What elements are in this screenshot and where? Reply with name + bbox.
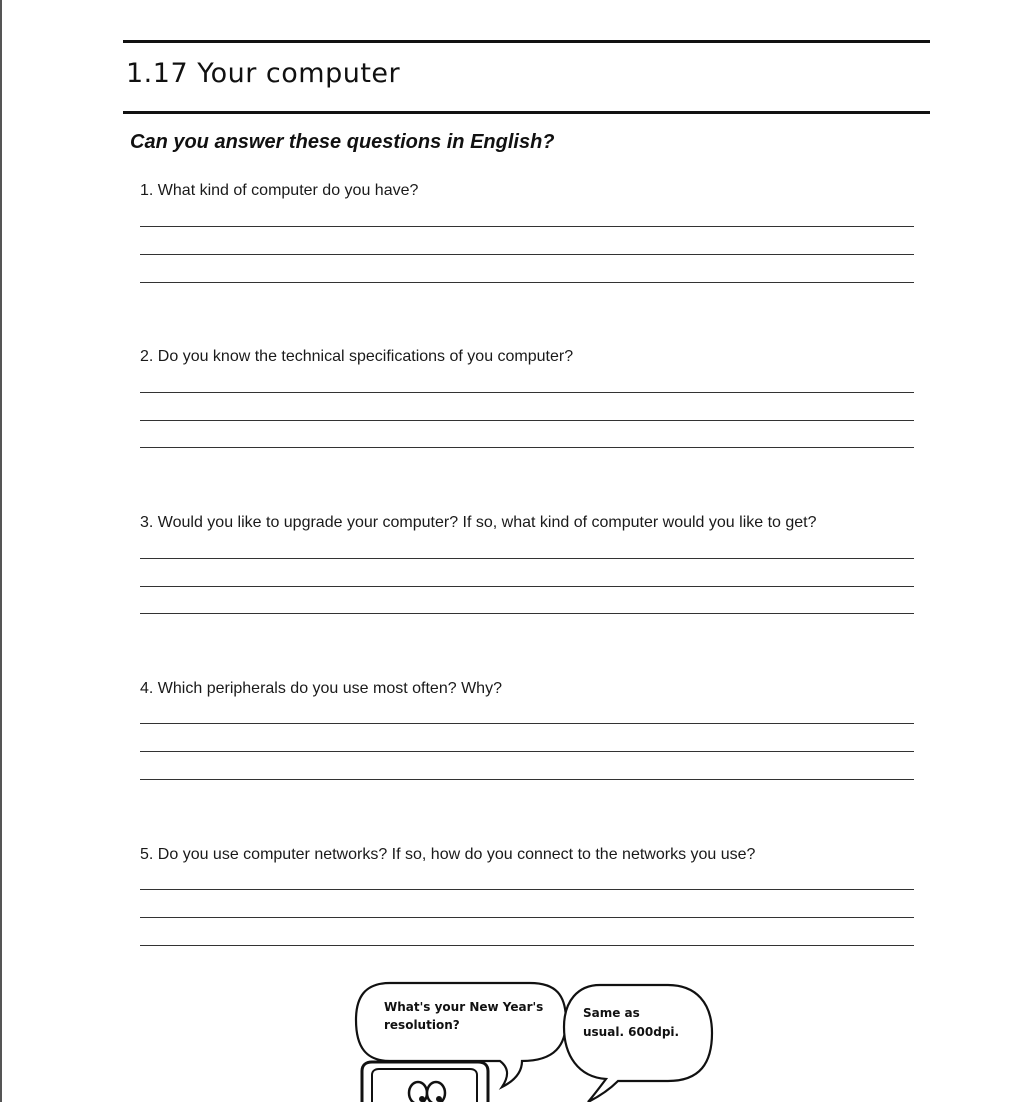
bubble-right-line-2: usual. 600dpi. xyxy=(583,1025,680,1039)
answer-line[interactable] xyxy=(140,613,914,614)
question-2: 2. Do you know the technical specifications of you computer? xyxy=(140,348,574,365)
question-1: 1. What kind of computer do you have? xyxy=(140,182,419,199)
answer-line[interactable] xyxy=(140,779,914,780)
question-4: 4. Which peripherals do you use most often? Why? xyxy=(140,680,502,697)
pupil-icon xyxy=(419,1096,425,1102)
answer-line[interactable] xyxy=(140,889,914,890)
bubble-left-line-2: resolution? xyxy=(384,1018,460,1032)
answer-line[interactable] xyxy=(140,282,914,283)
pupil-icon xyxy=(436,1096,442,1102)
answer-line[interactable] xyxy=(140,586,914,587)
title-rule-top xyxy=(123,40,930,43)
question-3: 3. Would you like to upgrade your computer? If so, what kind of computer would you like to get? xyxy=(140,514,817,531)
title-rule-bottom xyxy=(123,111,930,114)
speech-bubble-right xyxy=(564,985,712,1102)
bubble-left-line-1: What's your New Year's xyxy=(384,1000,544,1014)
page-left-edge xyxy=(0,0,2,1102)
answer-line[interactable] xyxy=(140,254,914,255)
page-title: 1.17 Your computer xyxy=(126,58,401,89)
answer-line[interactable] xyxy=(140,420,914,421)
answer-line[interactable] xyxy=(140,723,914,724)
question-5: 5. Do you use computer networks? If so, how do you connect to the networks you use? xyxy=(140,846,756,863)
instructions-heading: Can you answer these questions in English? xyxy=(130,131,555,153)
answer-line[interactable] xyxy=(140,447,914,448)
cartoon-illustration xyxy=(350,975,720,1102)
answer-line[interactable] xyxy=(140,392,914,393)
answer-line[interactable] xyxy=(140,226,914,227)
answer-line[interactable] xyxy=(140,917,914,918)
answer-line[interactable] xyxy=(140,945,914,946)
answer-line[interactable] xyxy=(140,558,914,559)
answer-line[interactable] xyxy=(140,751,914,752)
bubble-right-line-1: Same as xyxy=(583,1006,640,1020)
